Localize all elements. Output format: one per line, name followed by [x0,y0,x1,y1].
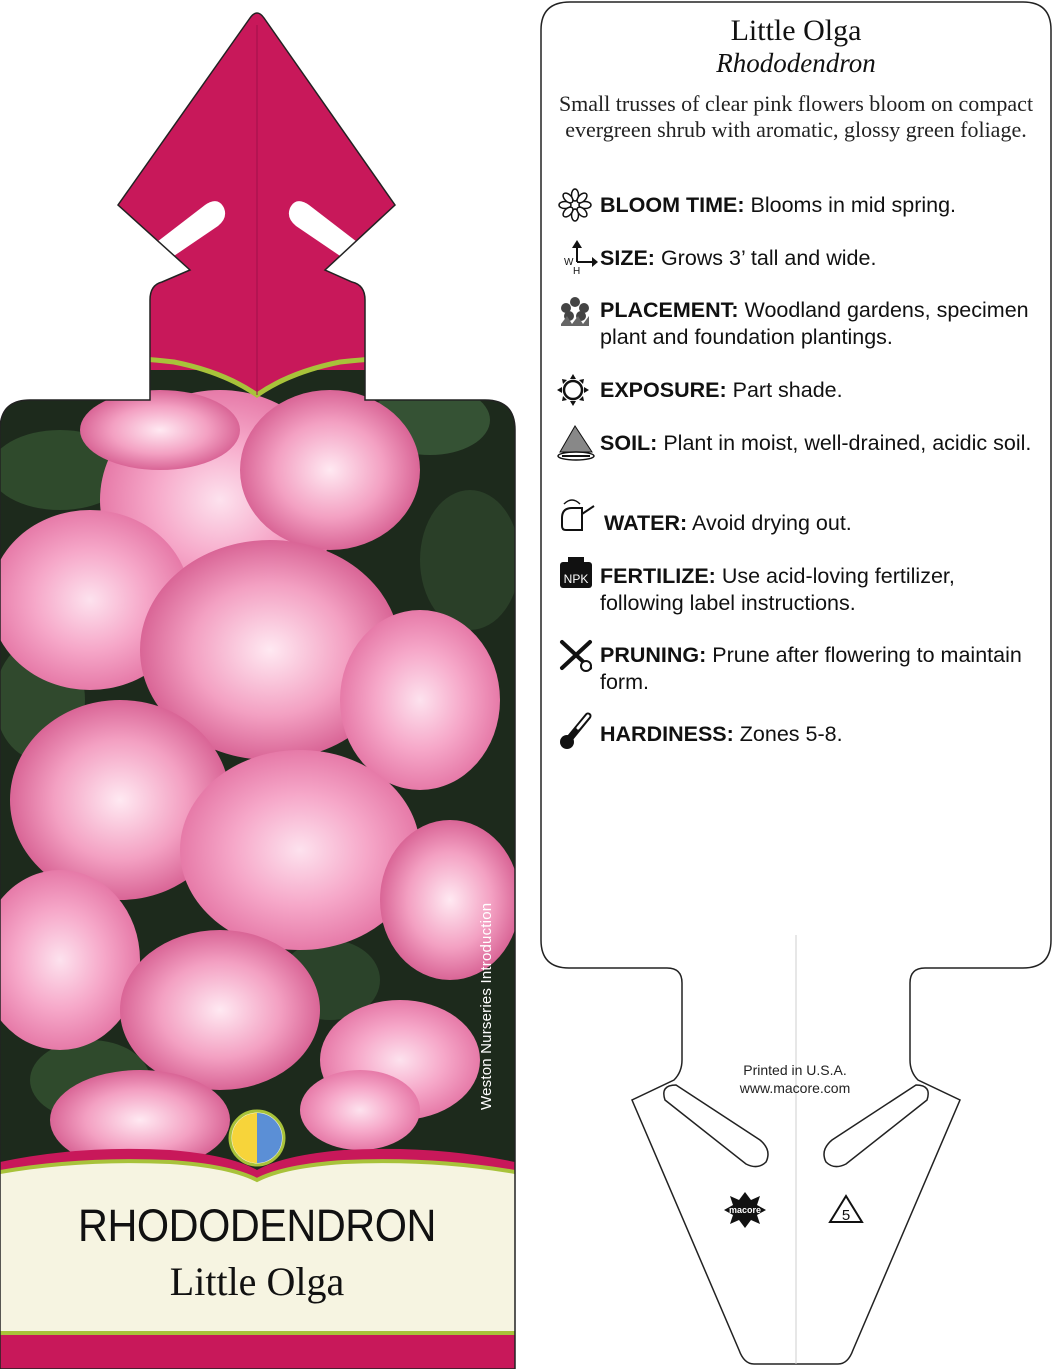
care-label: PRUNING: [600,643,707,667]
care-text: Zones 5-8. [739,722,843,746]
care-label: BLOOM TIME: [600,193,745,217]
printer-info [690,1061,900,1097]
flower-photo [0,370,520,1170]
care-label: SOIL: [600,431,658,455]
back-cultivar-name: Little Olga [730,14,862,47]
plant-description: Small trusses of clear pink flowers bloom on compact evergreen shrub with aromatic, glossy green foliage. [558,91,1034,142]
care-text: Grows 3’ tall and wide. [660,246,877,270]
care-label: FERTILIZE: [600,564,716,588]
care-label: SIZE: [600,246,655,270]
care-text: Use acid-loving fertilizer, following label instructions. [600,564,955,615]
care-text: Plant in moist, well-drained, acidic soil. [663,431,1032,455]
part-shade-badge-icon [230,1111,284,1165]
svg-text:macore: macore [728,1205,762,1215]
care-text: Avoid drying out. [692,511,852,535]
care-text: Part shade. [732,378,843,402]
care-label: EXPOSURE: [600,378,727,402]
svg-text:5: 5 [841,1207,851,1224]
care-label: WATER: [604,511,688,535]
back-genus-name: Rhododendron [716,48,876,78]
svg-text:NPK: NPK [563,572,589,586]
care-label: PLACEMENT: [600,298,739,322]
svg-text:W: W [564,257,574,268]
front-cultivar-name: Little Olga [169,1259,345,1304]
photo-credit: Weston Nurseries Introduction [478,902,495,1110]
care-text: Prune after flowering to maintain form. [600,643,1022,694]
front-genus-title: RHODODENDRON [78,1200,436,1251]
svg-text:H: H [573,266,581,277]
printed-in: Printed in U.S.A. [743,1062,847,1078]
flower-icon [559,189,591,221]
care-label: HARDINESS: [600,722,734,746]
care-text: Woodland gardens, specimen plant and foundation plantings. [600,298,1029,349]
printer-website: www.macore.com [739,1080,851,1096]
care-text: Blooms in mid spring. [750,193,957,217]
